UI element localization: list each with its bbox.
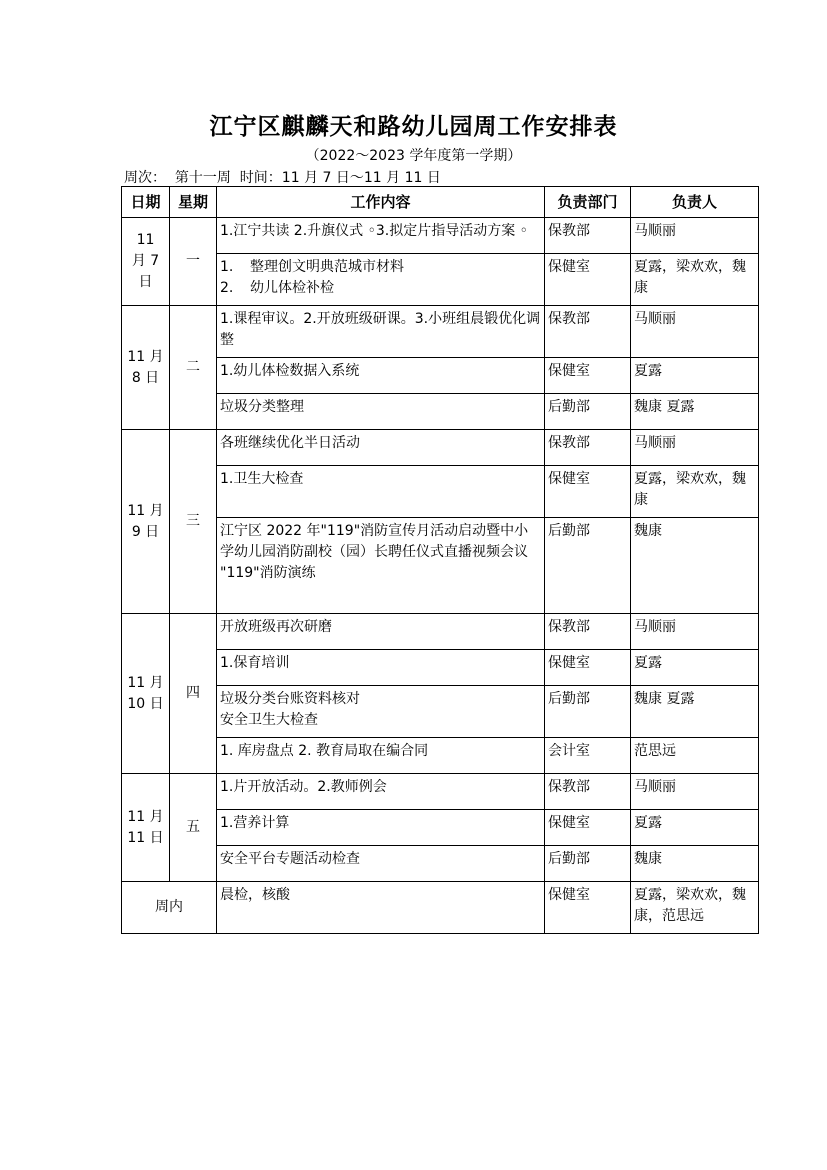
header-person: 负责人: [631, 187, 759, 218]
header-date: 日期: [122, 187, 170, 218]
content-cell-line: 1. 库房盘点 2. 教育局取在编合同: [220, 743, 429, 759]
date-cell-line: 11 月: [127, 674, 164, 691]
content-cell: [217, 394, 545, 430]
weekday-cell: 一: [170, 218, 217, 306]
date-cell-line: 11 月: [127, 502, 164, 519]
table-row: [122, 810, 759, 846]
list-number: 2.: [220, 280, 234, 296]
person-cell: 夏露，梁欢欢，魏康: [631, 466, 759, 518]
content-cell-line: 1.江宁共读 2.升旗仪式 ◦3.拟定片指导活动方案 ◦: [220, 223, 528, 239]
date-cell: [122, 774, 170, 882]
dept-cell: 保教部: [545, 774, 631, 810]
weekday-cell: 五: [170, 774, 217, 882]
date-cell-line: 10 日: [127, 695, 164, 712]
content-cell-line: 1.幼儿体检数据入系统: [220, 363, 360, 379]
header-weekday: 星期: [170, 187, 217, 218]
content-cell: [217, 810, 545, 846]
table-row: [122, 430, 759, 466]
table-row: [122, 686, 759, 738]
table-row: [122, 306, 759, 358]
schedule-body: [122, 218, 759, 934]
header-dept: 负责部门: [545, 187, 631, 218]
content-cell: [217, 466, 545, 518]
person-cell: 马顺丽: [631, 430, 759, 466]
content-cell-line: 垃圾分类台账资料核对: [220, 691, 360, 707]
dept-cell: 后勤部: [545, 518, 631, 614]
content-cell: [217, 686, 545, 738]
table-row: [122, 774, 759, 810]
dept-cell: 保教部: [545, 614, 631, 650]
date-cell: [122, 218, 170, 306]
content-cell: [217, 254, 545, 306]
date-cell-line: 11 月: [127, 808, 164, 825]
list-text: 幼儿体检补检: [250, 280, 334, 296]
content-cell-line: "119"消防演练: [220, 565, 316, 581]
table-row: [122, 846, 759, 882]
person-cell: 马顺丽: [631, 218, 759, 254]
table-row: [122, 738, 759, 774]
table-row: [122, 518, 759, 614]
date-cell-line: 9 日: [131, 523, 160, 540]
person-cell: 夏露，梁欢欢，魏康: [631, 254, 759, 306]
content-cell-line: 垃圾分类整理: [220, 399, 304, 415]
content-cell-line: 1.卫生大检查: [220, 471, 304, 487]
dept-cell: 保健室: [545, 466, 631, 518]
schedule-table: [121, 186, 759, 934]
table-row: [122, 218, 759, 254]
person-cell: 马顺丽: [631, 774, 759, 810]
week-info: 周次： 第十一周 时间：11 月 7 日～11 月 11 日: [124, 170, 441, 186]
document-subtitle: （2022～2023 学年度第一学期）: [305, 148, 522, 164]
dept-cell: 后勤部: [545, 686, 631, 738]
content-cell-line: 安全平台专题活动检查: [220, 851, 360, 867]
content-cell: [217, 358, 545, 394]
person-cell: 夏露: [631, 810, 759, 846]
content-cell-line: 各班继续优化半日活动: [220, 435, 360, 451]
person-cell: 夏露: [631, 650, 759, 686]
content-cell: [217, 650, 545, 686]
date-cell-line: 月 7: [131, 253, 160, 269]
person-cell: 魏康 夏露: [631, 686, 759, 738]
content-cell: [217, 614, 545, 650]
content-cell: [217, 774, 545, 810]
date-cell-line: 11: [136, 232, 155, 248]
dept-cell: 保健室: [545, 810, 631, 846]
content-list-item: [220, 257, 541, 278]
content-cell-line: 1.片开放活动。2.教师例会: [220, 779, 387, 795]
table-row: [122, 466, 759, 518]
content-cell: [217, 882, 545, 934]
person-cell: 马顺丽: [631, 306, 759, 358]
dept-cell: 后勤部: [545, 394, 631, 430]
list-number: 1.: [220, 259, 234, 275]
weekday-cell: 二: [170, 306, 217, 430]
date-cell-line: 11 日: [127, 829, 164, 846]
weekly-label: 周内: [122, 882, 217, 934]
dept-cell: 保健室: [545, 358, 631, 394]
content-cell-line: 江宁区 2022 年"119"消防宣传月活动启动暨中小学幼儿园消防副校（园）长聘任仪式直播视频会议: [220, 523, 529, 560]
list-text: 整理创文明典范城市材料: [250, 259, 404, 275]
content-cell: [217, 518, 545, 614]
content-cell: [217, 738, 545, 774]
date-cell: [122, 430, 170, 614]
table-row: [122, 358, 759, 394]
table-row: [122, 394, 759, 430]
dept-cell: 保健室: [545, 650, 631, 686]
dept-cell: 保教部: [545, 430, 631, 466]
content-list-item: [220, 278, 541, 299]
dept-cell: 保教部: [545, 306, 631, 358]
date-cell-line: 日: [138, 274, 153, 290]
person-cell: 马顺丽: [631, 614, 759, 650]
content-cell: [217, 846, 545, 882]
content-cell-line: 1.保育培训: [220, 655, 290, 671]
person-cell: 范思远: [631, 738, 759, 774]
content-cell-line: 安全卫生大检查: [220, 712, 318, 728]
person-cell: 魏康: [631, 518, 759, 614]
date-cell: [122, 614, 170, 774]
content-cell-line: 开放班级再次研磨: [220, 619, 332, 635]
content-cell: [217, 306, 545, 358]
date-cell: [122, 306, 170, 430]
person-cell: 魏康 夏露: [631, 394, 759, 430]
person-cell: 夏露，梁欢欢，魏康，范思远: [631, 882, 759, 934]
weekday-cell: 三: [170, 430, 217, 614]
dept-cell: 后勤部: [545, 846, 631, 882]
dept-cell: 会计室: [545, 738, 631, 774]
person-cell: 魏康: [631, 846, 759, 882]
content-cell-line: 1.营养计算: [220, 815, 290, 831]
table-row: [122, 254, 759, 306]
content-cell-line: 1.课程审议。2.开放班级研课。3.小班组晨锻优化调整: [220, 311, 541, 348]
content-cell-line: 晨检，核酸: [220, 887, 290, 903]
dept-cell: 保健室: [545, 254, 631, 306]
dept-cell: 保教部: [545, 218, 631, 254]
header-content: 工作内容: [217, 187, 545, 218]
table-header-row: [122, 187, 759, 218]
content-cell: [217, 218, 545, 254]
table-row: [122, 650, 759, 686]
table-row: [122, 614, 759, 650]
content-cell: [217, 430, 545, 466]
person-cell: 夏露: [631, 358, 759, 394]
date-cell-line: 8 日: [131, 369, 160, 386]
document-title: 江宁区麒麟天和路幼儿园周工作安排表: [209, 113, 618, 140]
date-cell-line: 11 月: [127, 348, 164, 365]
weekday-cell: 四: [170, 614, 217, 774]
weekly-row: [122, 882, 759, 934]
dept-cell: 保健室: [545, 882, 631, 934]
